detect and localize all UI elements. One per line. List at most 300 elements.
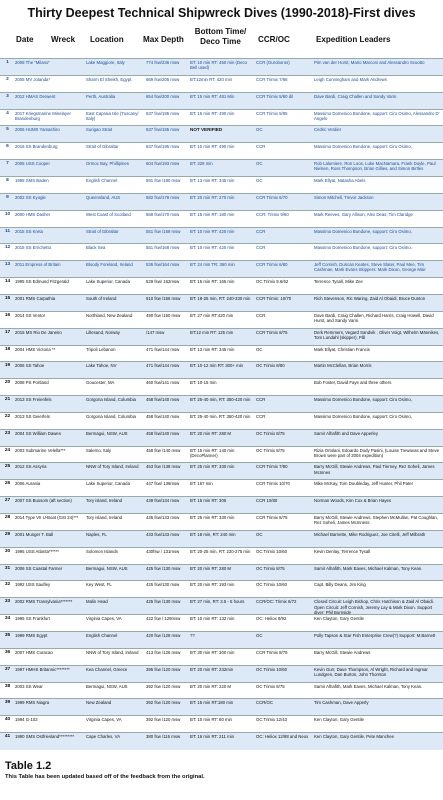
table-row bbox=[0, 294, 443, 312]
row-expedition-leaders: Rizia Ortolani, Edoardo Dody Pasini, (Louise Trewavas and Steve Brown were part of 2004 expedition) bbox=[314, 447, 440, 458]
row-max-depth: 422 fsw / 129msw bbox=[146, 616, 181, 622]
row-number: 30 bbox=[4, 548, 11, 554]
row-max-depth: 420 fsw /128 msw bbox=[146, 633, 181, 639]
row-bottom-time: BT: 15 min RT: 165 min bbox=[190, 279, 235, 285]
row-number: 33 bbox=[4, 599, 11, 605]
row-max-depth: 425 fsw/130 msw bbox=[146, 582, 180, 588]
table-label: Table 1.2 bbox=[5, 760, 52, 772]
row-max-depth: 536 fsw/164 msw bbox=[146, 262, 180, 268]
row-bottom-time: BT: 20 min RT: 280 M bbox=[190, 430, 231, 436]
row-date-wreck: 2008 The “Milano” bbox=[15, 60, 50, 65]
row-date-wreck: 2006 SS Coastal Farmer bbox=[15, 565, 63, 571]
row-max-depth: 774 fsw/236 msw bbox=[146, 60, 180, 65]
row-date-wreck: 1994 G-102 bbox=[15, 717, 38, 723]
row-date-wreck: 2011 Empress of Britain bbox=[15, 262, 61, 268]
row-number: 35 bbox=[4, 633, 11, 639]
row-bottom-time: BT: 15 min RT:180 min bbox=[190, 700, 234, 706]
row-expedition-leaders: Jeff Cornish, Duncan Keates, Steve Slater, Paul Mee, Tim Cashman, Mark Evans Skippers: Mark Dixon, George Mair bbox=[314, 262, 426, 273]
row-expedition-leaders: Massimo Domenico Bondone, support: Ciro Osimo, bbox=[314, 413, 412, 419]
row-number: 13 bbox=[4, 262, 11, 268]
row-location: Naples, FL bbox=[86, 531, 107, 537]
row-number: 28 bbox=[4, 515, 11, 521]
row-max-depth: 558 fsw/170 msw bbox=[146, 211, 180, 217]
row-ccr-oc: CCR Trimix 10/70 bbox=[256, 481, 290, 487]
table-row bbox=[0, 361, 443, 379]
row-max-depth: 669 fsw/205 msw bbox=[146, 76, 180, 82]
row-bottom-time: BT: 15 min RT: 481 Min bbox=[190, 93, 235, 99]
table-row bbox=[0, 395, 443, 413]
row-bottom-time: BT: 10 min RT: 420 min bbox=[190, 245, 235, 251]
row-number: 11 bbox=[4, 228, 11, 234]
row-ccr-oc: OC: Heliox 12/88 and Neox bbox=[256, 734, 309, 740]
table-row bbox=[0, 496, 443, 514]
table-row bbox=[0, 92, 443, 110]
table-row bbox=[0, 479, 443, 497]
row-location: NNW of Tory Island, Ireland bbox=[86, 649, 139, 655]
row-expedition-leaders: Bob Foster, David Faye and three others bbox=[314, 380, 392, 386]
row-location: Lake Superior, Canada bbox=[86, 481, 130, 487]
row-ccr-oc: OC bbox=[256, 127, 263, 133]
row-max-depth: 430fsw / 131msw bbox=[146, 548, 180, 554]
row-expedition-leaders: Samir Alhafith and Dave Apperley bbox=[314, 430, 379, 436]
header-date: Date bbox=[16, 34, 34, 44]
table-row bbox=[0, 260, 443, 278]
row-max-depth: 425 fsw /130 msw bbox=[146, 599, 181, 605]
row-bottom-time: BT: 13 min RT: 345 min bbox=[190, 346, 235, 352]
row-expedition-leaders: Derk Remmers, Vegard Sandvik , Oliver Voigt, Wilhelm Männikes, Tom Lundahl (skipper), Pål bbox=[314, 329, 440, 340]
row-bottom-time: BT: 16 min RT: 211 min bbox=[190, 734, 235, 740]
row-date-wreck: 2001 Munger T. Ball bbox=[15, 531, 54, 537]
table-row bbox=[0, 580, 443, 598]
row-expedition-leaders: Rich Stevenson, Ric Waring, Zaid Al Obaidi, Bruce Dunton bbox=[314, 295, 426, 301]
row-max-depth: 637 fsw/195 msw bbox=[146, 127, 180, 133]
row-date-wreck: 2007 HMS Curacao bbox=[15, 649, 53, 655]
row-date-wreck: 2014 SS Ventor bbox=[15, 312, 46, 318]
row-number: 27 bbox=[4, 498, 11, 504]
row-number: 40 bbox=[4, 717, 11, 723]
row-expedition-leaders: Ken Clayton, Gary Gentile bbox=[314, 616, 364, 622]
row-expedition-leaders: Kevin Gurr, Dave Thompson, Al Wright, Richard and Ingmar Lundgren, Dan Burton, John Thornton bbox=[314, 666, 428, 677]
row-date-wreck: 1999 RMS Niagra bbox=[15, 700, 50, 706]
row-location: New Zealand bbox=[86, 700, 112, 706]
row-bottom-time: BT: 10-15 min bbox=[190, 380, 217, 386]
table-row bbox=[0, 631, 443, 649]
header-expedition-leaders: Expedition Leaders bbox=[316, 34, 391, 44]
row-date-wreck: 2008 PS Portland bbox=[15, 380, 49, 386]
table-row bbox=[0, 227, 443, 245]
table-header bbox=[0, 24, 443, 56]
row-number: 8 bbox=[6, 177, 9, 183]
row-max-depth: 551 fsw /168 msw bbox=[146, 228, 181, 234]
row-expedition-leaders: Mark Ellyat, Natasha Abels bbox=[314, 177, 366, 183]
row-date-wreck: 1997 HMHS Britannic******** bbox=[15, 666, 70, 672]
row-date-wreck: 1995 SS Frankfurt bbox=[15, 616, 50, 622]
row-max-depth: 551 fsw/168 msw bbox=[146, 245, 180, 251]
row-date-wreck: 2015 SS Kreta bbox=[15, 228, 43, 234]
row-date-wreck: 2002 SS Kyogle bbox=[15, 194, 46, 200]
row-number: 29 bbox=[4, 531, 11, 537]
row-max-depth: 604 fsw/193 msw bbox=[146, 161, 180, 167]
row-ccr-oc: CCR Trimix 6/70 bbox=[256, 194, 288, 200]
row-number: 17 bbox=[4, 329, 11, 335]
row-expedition-leaders: Kevin Denlay, Terrence Tysall bbox=[314, 548, 371, 554]
row-max-depth: 529 fsw/ 162msw bbox=[146, 279, 180, 285]
table-body bbox=[0, 58, 443, 749]
row-number: 39 bbox=[4, 700, 11, 706]
row-max-depth: 395 fsw /120 msw bbox=[146, 666, 181, 672]
row-location: West Coast of Scotland bbox=[86, 211, 131, 217]
table-row bbox=[0, 547, 443, 565]
row-bottom-time: BT: 10 min RT: 450 min (Deco Bell used) bbox=[190, 60, 247, 71]
table-row bbox=[0, 446, 443, 464]
row-number: 3 bbox=[6, 93, 9, 99]
table-row bbox=[0, 345, 443, 363]
row-ccr-oc: OC bbox=[256, 177, 263, 183]
row-ccr-oc: CCR (Ouroboros) bbox=[256, 60, 290, 65]
table-row bbox=[0, 564, 443, 582]
table-row bbox=[0, 597, 443, 615]
row-ccr-oc: CCR 10/80 bbox=[256, 498, 278, 504]
row-date-wreck: 2006 SS Tahoe bbox=[15, 363, 45, 369]
row-ccr-oc: CCR/OC: Trimix 6/72 bbox=[256, 599, 297, 605]
row-bottom-time: BT: 27 min RT:420 min bbox=[190, 312, 234, 318]
row-max-depth: 637 fsw/195 msw bbox=[146, 144, 180, 150]
row-expedition-leaders: Samir Alhafith, Mark Eaves, Michael Kalman, Tony Kean. bbox=[314, 565, 423, 571]
row-max-depth: 425 fsw /130 msw bbox=[146, 565, 181, 571]
header-ccr-oc: CCR/OC bbox=[258, 34, 290, 44]
row-number: 7 bbox=[6, 161, 9, 167]
row-location: Lake Superior, Canada bbox=[86, 279, 130, 285]
table-row bbox=[0, 665, 443, 683]
row-number: 31 bbox=[4, 565, 11, 571]
row-date-wreck: 2006 HUMS Yamashiro bbox=[15, 127, 60, 133]
row-location: English Channel bbox=[86, 633, 118, 639]
row-max-depth: 460 fsw/141 msw bbox=[146, 380, 180, 386]
row-expedition-leaders: Leigh Cunningham and Mark Andrews bbox=[314, 76, 387, 82]
table-note: This Table has been updated based off of the feedback from the original. bbox=[5, 774, 205, 780]
row-number: 15 bbox=[4, 295, 11, 301]
row-location: Ormoc Bay, Phillipines bbox=[86, 161, 129, 167]
row-expedition-leaders: Dave Bardi, Craig Challen and Sandy Varin. bbox=[314, 93, 398, 99]
row-bottom-time: BT: 15 min RT: 140 min (DecoPlanner) bbox=[190, 447, 235, 458]
table-row bbox=[0, 159, 443, 177]
row-location: Virginia Capes, VA bbox=[86, 717, 122, 723]
row-location: Virginia Capes, VA bbox=[86, 616, 122, 622]
row-date-wreck: 2003 SS Wear bbox=[15, 683, 43, 689]
row-bottom-time: BT: 20 min RT: 193 min bbox=[190, 582, 235, 588]
row-bottom-time: BT: 20 min RT: 270 min bbox=[190, 194, 235, 200]
row-ccr-oc: CCR bbox=[256, 397, 266, 403]
row-number: 25 bbox=[4, 464, 11, 470]
table-row bbox=[0, 58, 443, 76]
header-max-depth: Max Depth bbox=[143, 34, 184, 44]
row-location: Surigao Strait bbox=[86, 127, 113, 133]
row-ccr-oc: OC Trimix 12/43 bbox=[256, 717, 288, 723]
table-row bbox=[0, 243, 443, 261]
row-bottom-time: BT: 30 min RT: 300 min bbox=[190, 649, 235, 655]
row-expedition-leaders: Barry McGill, Stewie Andrews, Stephen McMullan, Pat Coughlan, Rez Soheli, James McInness bbox=[314, 515, 438, 526]
row-bottom-time: BT: 10 min RT: 490 min bbox=[190, 144, 235, 150]
row-date-wreck: 1992 USS Saufley bbox=[15, 582, 51, 588]
row-location: Solomon Islands bbox=[86, 548, 118, 554]
row-location: Strait of Gibraltar bbox=[86, 228, 119, 234]
table-row bbox=[0, 698, 443, 716]
row-date-wreck: 2000 HMS Dasher bbox=[15, 211, 51, 217]
row-location: Malin Head bbox=[86, 599, 108, 605]
header-location: Location bbox=[90, 34, 124, 44]
row-number: 18 bbox=[4, 346, 11, 352]
row-number: 36 bbox=[4, 649, 11, 655]
table-row bbox=[0, 210, 443, 228]
table-row bbox=[0, 462, 443, 480]
row-ccr-oc: CCR Trimix 5/85 bbox=[256, 110, 288, 116]
row-expedition-leaders: Dave Bardi, Craig Challen, Richard Harris, Craig Howell, David Hurst, and Sandy Varin. bbox=[314, 312, 434, 323]
row-ccr-oc: CCR bbox=[256, 228, 266, 234]
row-date-wreck: 2004 HMS Victoria ** bbox=[15, 346, 56, 352]
row-number: 14 bbox=[4, 279, 11, 285]
row-expedition-leaders: Pim van der Horst, Mario Marconi and Alessandro Scuotto bbox=[314, 60, 425, 65]
row-expedition-leaders: Cedric Verdier bbox=[314, 127, 342, 133]
row-ccr-oc: CCR Trimix 5/90 dil bbox=[256, 93, 294, 99]
header-wreck: Wreck bbox=[51, 34, 76, 44]
row-expedition-leaders: Barry McGill, Stewie Andrews bbox=[314, 649, 371, 655]
row-date-wreck: 2001 RMS Carpathia bbox=[15, 295, 56, 301]
table-row bbox=[0, 715, 443, 733]
row-number: 26 bbox=[4, 481, 11, 487]
row-location: South of Ireland bbox=[86, 295, 117, 301]
row-location: Queensland, AUS bbox=[86, 194, 121, 200]
row-max-depth: 392 fsw /120 msw bbox=[146, 683, 181, 689]
row-bottom-time: BT: 13 min RT: 345 min bbox=[190, 177, 235, 183]
row-location: Black Sea bbox=[86, 245, 106, 251]
row-expedition-leaders: Massimo Domenico Bondone, support: Ciro Osimo, Alessandro D' Angelo bbox=[314, 110, 440, 121]
row-max-depth: 439 fsw/134 msw bbox=[146, 498, 180, 504]
row-max-depth: 380 fsw /116 msw bbox=[146, 734, 181, 740]
table-row bbox=[0, 176, 443, 194]
row-expedition-leaders: Norman Woods, Kim Cox & Brian Hayes bbox=[314, 498, 392, 504]
row-ccr-oc: OC Trimix 8/80 bbox=[256, 363, 285, 369]
row-date-wreck: 2015 SS Errichetto bbox=[15, 245, 52, 251]
row-location: Sharm El Sheikh, Egypt bbox=[86, 76, 132, 82]
row-ccr-oc: OC Trimix 8/75 bbox=[256, 683, 285, 689]
row-ccr-oc: CCR Trimix 7/80 bbox=[256, 464, 288, 470]
row-location: Goucester, MA bbox=[86, 380, 115, 386]
row-number: 23 bbox=[4, 430, 11, 436]
table-row bbox=[0, 513, 443, 531]
table-row bbox=[0, 682, 443, 700]
row-date-wreck: 2003 Submarine Velella*** bbox=[15, 447, 66, 453]
row-expedition-leaders: Ken Clayton, Gary Gentile, Pete Manchee bbox=[314, 734, 395, 740]
row-location: Bermagui, NSW, AUS bbox=[86, 565, 128, 571]
row-expedition-leaders: Ken Clayton, Gary Gentile bbox=[314, 717, 364, 723]
row-number: 32 bbox=[4, 582, 11, 588]
row-ccr-oc: CCR Trimix 6/80 bbox=[256, 262, 288, 268]
row-max-depth: 471 fsw/144 msw bbox=[146, 363, 180, 369]
row-ccr-oc: OC bbox=[256, 633, 263, 639]
row-number: 24 bbox=[4, 447, 11, 453]
row-number: 20 bbox=[4, 380, 11, 386]
row-number: 21 bbox=[4, 397, 11, 403]
row-location: Lake Maggiore, Italy bbox=[86, 60, 125, 65]
row-number: 10 bbox=[4, 211, 11, 217]
row-expedition-leaders: Simon Mitchell, Trevor Jackson bbox=[314, 194, 374, 200]
row-location: Lillesand, Norway bbox=[86, 329, 120, 335]
table-row bbox=[0, 193, 443, 211]
row-max-depth: 490 fsw /150 msw bbox=[146, 312, 181, 318]
row-bottom-time: BT: 25 min RT: 330 min bbox=[190, 515, 235, 521]
table-row bbox=[0, 614, 443, 632]
row-date-wreck: 2015 MS Rio De Janeiro bbox=[15, 329, 62, 335]
row-bottom-time: BT: 15 min RT: 180 min bbox=[190, 211, 235, 217]
row-bottom-time: BT: 18-25 min, RT: 240-330 min bbox=[190, 295, 251, 301]
row-bottom-time: BT: 15 min RT: 490 min bbox=[190, 110, 235, 116]
row-location: Cape Charles, VA bbox=[86, 734, 121, 740]
row-bottom-time: BT:12min RT: 420 min bbox=[190, 76, 232, 82]
row-ccr-oc: CCR Trimix 8/75 bbox=[256, 515, 288, 521]
row-bottom-time: BT: 27 min, RT: 3.5 - 5 hours bbox=[190, 599, 245, 605]
row-expedition-leaders: Michael Barnette, Mike Rodriguez, Joe Citelli, Jeff Milbrath bbox=[314, 531, 426, 537]
row-number: 34 bbox=[4, 616, 11, 622]
row-expedition-leaders: Samir Alhafith, Mark Eaves, Michael Kalman, Tony Kean. bbox=[314, 683, 423, 689]
row-date-wreck: 2002 RMS Transylvania******* bbox=[15, 599, 73, 605]
row-max-depth: 637 fsw/195 msw bbox=[146, 110, 180, 116]
row-bottom-time: BT: 20 min RT: 232min bbox=[190, 666, 234, 672]
row-bottom-time: ?? bbox=[190, 633, 195, 639]
row-location: Bloody Foreland, Ireland bbox=[86, 262, 133, 268]
row-expedition-leaders: Tim Cashman, Dave Apperly bbox=[314, 700, 369, 706]
row-number: 16 bbox=[4, 312, 11, 318]
row-bottom-time: BT: 10 min RT: 420 min bbox=[190, 228, 235, 234]
row-max-depth: 591 fsw /180 msw bbox=[146, 177, 181, 183]
row-max-depth: 392 fsw /120 msw bbox=[146, 700, 181, 706]
row-number: 41 bbox=[4, 734, 11, 740]
row-date-wreck: 2012 SS Assyria bbox=[15, 464, 47, 470]
row-expedition-leaders: Massimo Domenico Bondone, support: Ciro Osimo, bbox=[314, 144, 412, 150]
row-location: Lake Tahoe, NV bbox=[86, 363, 117, 369]
row-ccr-oc: OC Trimix 9.6/62 bbox=[256, 279, 289, 285]
row-ccr-oc: CCR Trimix 7/66 bbox=[256, 76, 288, 82]
row-location: Gorgona Island, Columbia bbox=[86, 397, 136, 403]
row-date-wreck: 2005 USS Cooper bbox=[15, 161, 50, 167]
row-ccr-oc: OC bbox=[256, 161, 263, 167]
row-location: Bermagui, NSW, AUS bbox=[86, 430, 128, 436]
row-number: 12 bbox=[4, 245, 11, 251]
row-number: 6 bbox=[6, 144, 9, 150]
row-number: 5 bbox=[6, 127, 9, 133]
row-bottom-time: BT: 15 min RT: 305 bbox=[190, 498, 227, 504]
row-date-wreck: 2012 HMAS Derwent bbox=[15, 93, 56, 99]
row-ccr-oc: OC Trimix 10/60 bbox=[256, 582, 288, 588]
row-bottom-time: BT: 167 min bbox=[190, 481, 213, 487]
row-location: East Capraia Isle (Tuscany/ Italy) bbox=[86, 110, 139, 121]
row-location: Tory island, Ireland bbox=[86, 515, 123, 521]
row-date-wreck: 2013 SS Geierfels bbox=[15, 413, 50, 419]
row-ccr-oc: CCR: Trimix 9/60 bbox=[256, 211, 289, 217]
row-date-wreck: 2004 SS William Dawes bbox=[15, 430, 61, 436]
row-bottom-time: BT: 10 min RT: 80 min bbox=[190, 717, 232, 723]
row-expedition-leaders: Closed Circuit: Leigh Bishop, Chris Hutchison & Zaid Al Obaidi. Open Circuit: Jeff Cornish, Jeremy Lay & Mark Dixon. Support diver: Phil Burnside bbox=[314, 599, 434, 615]
row-max-depth: 392 fsw /120 msw bbox=[146, 717, 181, 723]
row-ccr-oc: OC Trimix 10/60 bbox=[256, 666, 288, 672]
row-date-wreck: 1995 USS Atlanta****** bbox=[15, 548, 59, 554]
row-bottom-time: BT: 24 min TR: 360 min bbox=[190, 262, 235, 268]
table-row bbox=[0, 125, 443, 143]
row-ccr-oc: CCR Trimix 8/75 bbox=[256, 649, 288, 655]
row-expedition-leaders: Rob Lalumiere, Ron Loos, Luke MacNamara, Frank Doyle, Paul Nielsen, Ross Thompson, Brian Gillies, and Simon Birtles bbox=[314, 161, 436, 172]
row-max-depth: 471 fsw/144 msw bbox=[146, 346, 180, 352]
row-ccr-oc: OC: Heliox 8/92 bbox=[256, 616, 287, 622]
row-bottom-time: BT: 20 min RT: 220 M bbox=[190, 683, 231, 689]
table-row bbox=[0, 648, 443, 666]
table-row bbox=[0, 328, 443, 346]
header-bottom-time: Bottom Time/ Deco Time bbox=[194, 26, 247, 46]
row-max-depth: 458 fsw/140 msw bbox=[146, 430, 180, 436]
row-max-depth: 654 fsw/200 msw bbox=[146, 93, 180, 99]
row-max-depth: 413 fsw /126 msw bbox=[146, 649, 181, 655]
row-max-depth: 453 fsw /138 msw bbox=[146, 464, 181, 470]
row-ccr-oc: CCR Trimix 8/75 bbox=[256, 329, 288, 335]
row-number: 38 bbox=[4, 683, 11, 689]
row-date-wreck: 2013 SS Freienfels bbox=[15, 397, 52, 403]
row-max-depth: 510 fsw /156 msw bbox=[146, 295, 181, 301]
row-expedition-leaders: Massimo Domenico Bondone, support: Ciro Osimo, bbox=[314, 228, 412, 234]
row-location: Gorgona Island, Columbia bbox=[86, 413, 136, 419]
row-expedition-leaders: Mark Ellyat, Christian Francis bbox=[314, 346, 370, 352]
table-row bbox=[0, 109, 443, 127]
row-ccr-oc: CCR Trimix: 10/70 bbox=[256, 295, 292, 301]
row-expedition-leaders: Terrence Tysall, Mike Zee bbox=[314, 279, 363, 285]
row-ccr-oc bbox=[256, 380, 312, 396]
row-expedition-leaders: Massimo Domenico Bondone, support: Ciro Osimo, bbox=[314, 245, 412, 251]
row-max-depth: 458 fsw /140 msw bbox=[146, 447, 181, 453]
row-bottom-time: BT: 25-40 min, RT: 350-420 min bbox=[190, 397, 251, 403]
table-row bbox=[0, 732, 443, 750]
row-bottom-time: BT: 20 min RT: 280 M bbox=[190, 565, 231, 571]
row-date-wreck: 2014 Type VII U-Boat (GSI 24)*** bbox=[15, 515, 79, 521]
row-ccr-oc: OC bbox=[256, 346, 263, 352]
row-location: Tripoli Lebanon bbox=[86, 346, 116, 352]
row-number: 37 bbox=[4, 666, 11, 672]
row-bottom-time: NOT VERIFIED bbox=[190, 127, 223, 133]
row-max-depth: 433 fsw/133 msw bbox=[146, 531, 180, 537]
row-date-wreck: 1995 SS Edmund Fitzgerald bbox=[15, 279, 69, 285]
row-max-depth: 582 fsw/178 msw bbox=[146, 194, 180, 200]
row-max-depth: 436 fsw/133 msw bbox=[146, 515, 180, 521]
row-ccr-oc: CCR bbox=[256, 413, 266, 419]
row-location: Strait of Gibraltar bbox=[86, 144, 119, 150]
row-number: 2 bbox=[6, 76, 9, 82]
row-ccr-oc: CCR bbox=[256, 245, 266, 251]
table-row bbox=[0, 429, 443, 447]
row-location: Bermagui, NSW, AUS bbox=[86, 683, 128, 689]
table-row bbox=[0, 142, 443, 160]
row-date-wreck: 2006 Aurania bbox=[15, 481, 41, 487]
row-expedition-leaders: Massimo Domenico Bondone, support: Ciro Osimo, bbox=[314, 397, 412, 403]
page-title: Thirty Deepest Technical Shipwreck Dives (1990-2018)-First dives bbox=[27, 6, 416, 20]
table-row bbox=[0, 75, 443, 93]
table-row bbox=[0, 530, 443, 548]
row-number: 22 bbox=[4, 413, 11, 419]
row-date-wreck: 2007 SS Bussom (aft section) bbox=[15, 498, 72, 504]
table-row bbox=[0, 412, 443, 430]
row-ccr-oc: OC Trimix 8/75 bbox=[256, 447, 285, 453]
row-bottom-time: BT: 25-40 min, RT: 350-420 min bbox=[190, 413, 251, 419]
row-location: NNW of Tory Island, Ireland bbox=[86, 464, 139, 470]
row-location: Kea Channel, Greece bbox=[86, 666, 128, 672]
row-bottom-time: BT:12 min RT: 125 min bbox=[190, 329, 234, 335]
row-location: Salerno, Italy bbox=[86, 447, 112, 453]
row-ccr-oc: OC Trimix 8/75 bbox=[256, 565, 285, 571]
